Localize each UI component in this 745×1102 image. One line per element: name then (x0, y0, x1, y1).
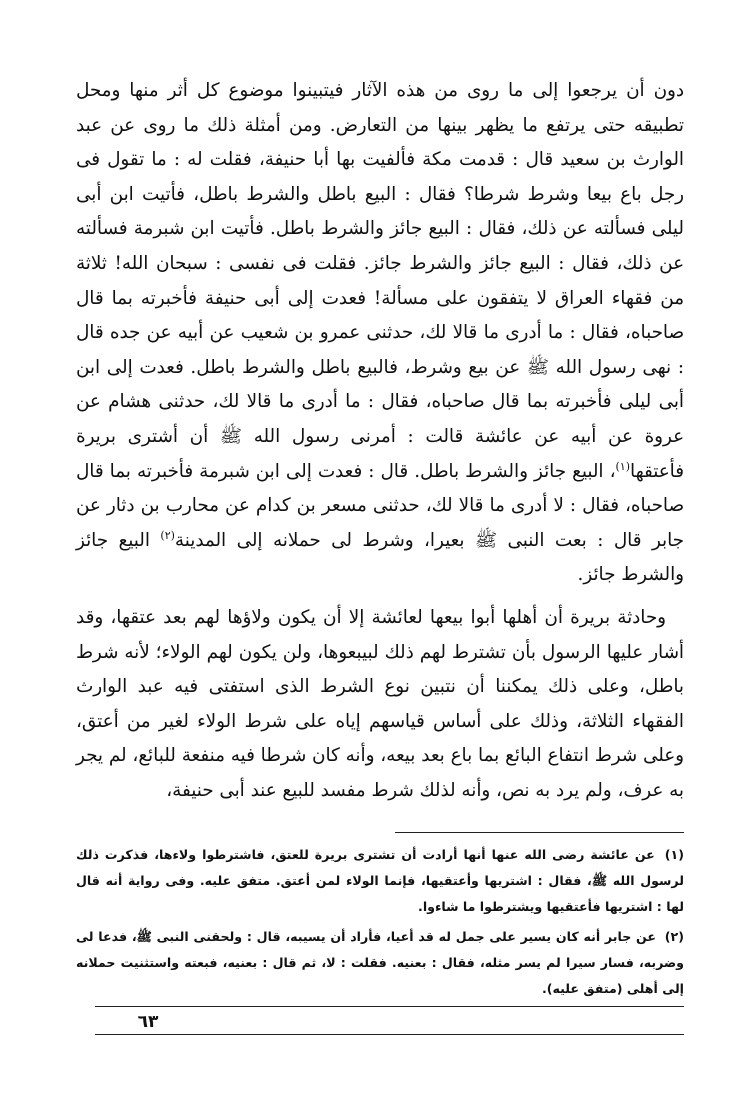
footnote-reference-1: (١) (615, 459, 631, 473)
paragraph-1-text-part-1: دون أن يرجعوا إلى ما روى من هذه الآثار فيتبينوا موضوع كل أثر منها ومحل تطبيقه حتى يرتفع ما يظهر بينها من التعارض. ومن أمثلة ذلك ما روى عن عبد الوارث بن سعيد قال : قدمت مكة فألفيت بها أبا حنيفة، فقلت له : ما تقول فى رجل باع بيعا وشرط شرطا؟ فقال : البيع باطل والشرط باطل، فأتيت ابن أبى ليلى فسألته عن ذلك، فقال : البيع جائز والشرط باطل. فأتيت ابن شبرمة فسألته عن ذلك، فقال : البيع جائز والشرط جائز. فقلت فى نفسى : سبحان الله! ثلاثة من فقهاء العراق لا يتفقون على مسألة! فعدت إلى أبى حنيفة فأخبرته بما قال صاحباه، فقال : ما أدرى ما قالا لك، حدثنى عمرو بن شعيب عن أبيه عن جده قال : نهى رسول الله ﷺ عن بيع وشرط، فالبيع باطل والشرط باطل. فعدت إلى ابن أبى ليلى فأخبرته بما قال صاحباه، فقال : ما أدرى ما قالا لك، حدثنى هشام عن عروة عن أبيه عن عائشة قالت : أمرنى رسول الله ﷺ أن أشترى بريرة فأعتقها (76, 80, 684, 482)
paragraph-1-text-part-2: ، البيع جائز والشرط باطل. قال : فعدت إلى ابن شبرمة فأخبرته بما قال صاحباه، فقال : لا أدرى ما قالا لك، حدثنى مسعر بن كدام عن محارب بن دثار عن جابر قال : بعت النبى ﷺ بعيرا، وشرط لى حملانه إلى المدينة (76, 460, 684, 551)
page-number-rule-bottom (95, 1034, 684, 1035)
footnote-2-text: عن جابر أنه كان يسير على جمل له قد أعيا، فأراد أن يسيبه، قال : ولحقنى النبى ﷺ، فدعا لى وضربه، فسار سيرا لم يسر مثله، فقال : بعنيه. فقلت : لا، ثم قال : بعنيه، فبعته واستثنيت حملانه إلى أهلى (متفق عليه). (76, 929, 684, 996)
page-number-rule-top (95, 1006, 684, 1007)
body-paragraph-2: وحادثة بريرة أن أهلها أبوا بيعها لعائشة إلا أن يكون ولاؤها لهم بعد عتقها، وقد أشار عليها الرسول بأن تشترط لهم ذلك لبيبعوها، ولن يكون لهم الولاء؛ لأنه شرط باطل، وعلى ذلك يمكننا أن نتبين نوع الشرط الذى استفتى فيه عبد الوارث الفقهاء الثلاثة، وذلك على أساس قياسهم إياه على شرط الولاء لغير من أعتق، وعلى شرط انتفاع البائع بما باع بعد بيعه، وأنه كان شرطا فيه منفعة للبائع، لم يجر به عرف، ولم يرد به نص، وأنه لذلك شرط مفسد للبيع عند أبى حنيفة، (76, 606, 684, 801)
footnote-1-text: عن عائشة رضى الله عنها أنها أرادت أن تشترى بريرة للعتق، فاشترطوا ولاءها، فذكرت ذلك لرسول الله ﷺ، فقال : اشتريها وأعتقيها، فإنما الولاء لمن أعتق. متفق عليه. وفى رواية أنه قال لها : اشتريها فأعتقيها ويشترطوا ما شاءوا. (76, 847, 684, 914)
footnote-1-number: (١) (664, 847, 684, 862)
footnotes (76, 842, 684, 1006)
paragraph-1-text-part-3: البيع جائز والشرط جائز. (76, 529, 684, 586)
footnote-reference-2: (٢) (160, 528, 175, 542)
footnote-2 (76, 924, 684, 1002)
footnote-1 (76, 842, 684, 920)
footnote-separator (395, 832, 684, 833)
footnote-2-number: (٢) (664, 929, 684, 944)
main-text (76, 74, 684, 808)
page-number: ٦٣ (137, 1012, 159, 1032)
body-paragraph-1 (76, 74, 684, 593)
